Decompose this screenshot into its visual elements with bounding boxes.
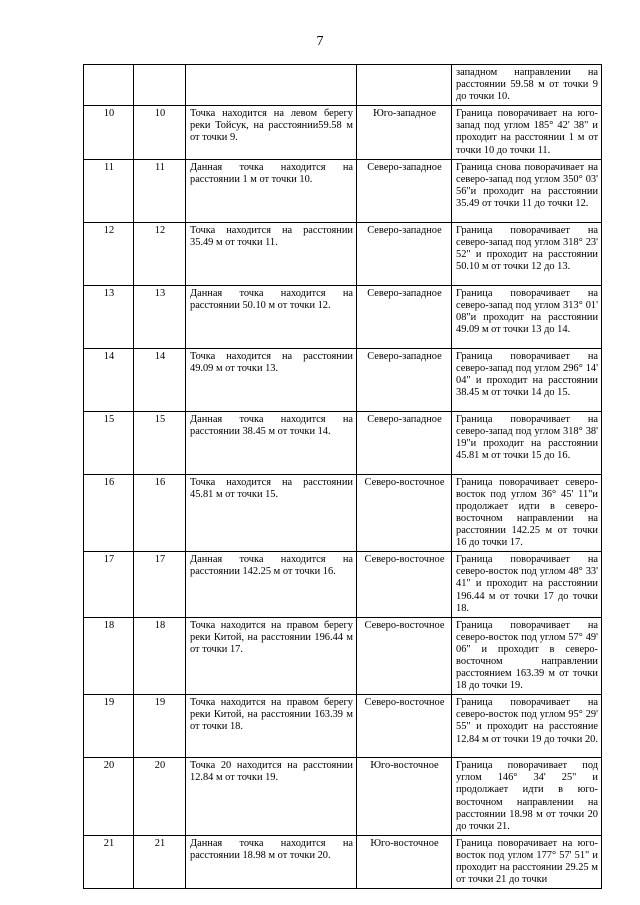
point-number-cell: 14 (84, 348, 134, 411)
table-row (84, 411, 602, 474)
table-row (84, 285, 602, 348)
table-row (84, 106, 602, 159)
boundary-table (83, 64, 602, 889)
direction-cell: Северо-западное (357, 222, 452, 285)
direction-cell: Северо-западное (357, 411, 452, 474)
direction-cell: Юго-восточное (357, 758, 452, 836)
boundary-description-cell: Граница поворачивает под углом 146° 34' 25" и продолжает идти в юго-восточном направлении на расстоянии 18.98 м от точки 20 до точки 21. (452, 758, 602, 836)
location-cell: Данная точка находится на расстоянии 38.45 м от точки 14. (186, 411, 357, 474)
point-number-cell: 17 (84, 552, 134, 617)
point-number-cell: 10 (84, 106, 134, 159)
location-cell: Точка находится на правом берегу реки Китой, на расстоянии 196.44 м от точки 17. (186, 617, 357, 695)
location-cell: Данная точка находится на расстоянии 50.10 м от точки 12. (186, 285, 357, 348)
boundary-description-cell: Граница поворачивает на северо-восток под углом 95° 29' 55" и проходит на расстояние 12.84 м от точки 19 до точки 20. (452, 695, 602, 758)
table-row (84, 159, 602, 222)
point-number-cell: 13 (134, 285, 186, 348)
direction-cell: Юго-западное (357, 106, 452, 159)
table-row (84, 474, 602, 552)
direction-cell (357, 65, 452, 106)
point-number-cell: 16 (84, 474, 134, 552)
direction-cell: Северо-восточное (357, 695, 452, 758)
location-cell: Точка находится на правом берегу реки Китой, на расстоянии 163.39 м от точки 18. (186, 695, 357, 758)
location-cell: Точка находится на расстоянии 49.09 м от точки 13. (186, 348, 357, 411)
point-number-cell: 18 (84, 617, 134, 695)
table-row (84, 222, 602, 285)
location-cell: Данная точка находится на расстоянии 18.98 м от точки 20. (186, 835, 357, 888)
boundary-description-cell: Граница поворачивает на северо-запад под углом 318° 23' 52" и проходит на расстоянии 50.10 м от точки 12 до 13. (452, 222, 602, 285)
direction-cell: Северо-восточное (357, 552, 452, 617)
direction-cell: Северо-восточное (357, 617, 452, 695)
point-number-cell: 20 (84, 758, 134, 836)
point-number-cell: 18 (134, 617, 186, 695)
point-number-cell: 21 (84, 835, 134, 888)
location-cell: Точка 20 находится на расстоянии 12.84 м от точки 19. (186, 758, 357, 836)
location-cell: Точка находится на расстоянии 35.49 м от точки 11. (186, 222, 357, 285)
point-number-cell (134, 65, 186, 106)
point-number-cell: 13 (84, 285, 134, 348)
point-number-cell: 15 (84, 411, 134, 474)
point-number-cell: 21 (134, 835, 186, 888)
point-number-cell: 20 (134, 758, 186, 836)
location-cell (186, 65, 357, 106)
table-row (84, 348, 602, 411)
direction-cell: Северо-западное (357, 348, 452, 411)
point-number-cell: 19 (134, 695, 186, 758)
point-number-cell: 14 (134, 348, 186, 411)
location-cell: Точка находится на расстоянии 45.81 м от точки 15. (186, 474, 357, 552)
point-number-cell: 11 (84, 159, 134, 222)
location-cell: Данная точка находится на расстоянии 142.25 м от точки 16. (186, 552, 357, 617)
location-cell: Точка находится на левом берегу реки Тойсук, на расстоянии59.58 м от точки 9. (186, 106, 357, 159)
point-number-cell: 11 (134, 159, 186, 222)
point-number-cell: 17 (134, 552, 186, 617)
direction-cell: Северо-западное (357, 159, 452, 222)
boundary-description-cell: Граница поворачивает северо-восток под углом 36° 45' 11"и продолжает идти в северо-восточном направлении на расстоянии 142.25 м от точки 16 до точки 17. (452, 474, 602, 552)
point-number-cell (84, 65, 134, 106)
boundary-description-cell: Граница поворачивает на северо-запад под углом 313° 01' 08"и проходит на расстоянии 49.09 м от точки 13 до 14. (452, 285, 602, 348)
point-number-cell: 12 (84, 222, 134, 285)
point-number-cell: 12 (134, 222, 186, 285)
table-row (84, 65, 602, 106)
location-cell: Данная точка находится на расстоянии 1 м от точки 10. (186, 159, 357, 222)
table-row (84, 552, 602, 617)
table-row (84, 617, 602, 695)
boundary-description-cell: Граница поворачивает на юго-восток под углом 177° 57' 51" и проходит на расстоянии 29.25 м от точки 21 до точки (452, 835, 602, 888)
point-number-cell: 16 (134, 474, 186, 552)
boundary-description-cell: западном направлении на расстоянии 59.58 м от точки 9 до точки 10. (452, 65, 602, 106)
boundary-description-cell: Граница поворачивает на северо-запад под углом 318° 38' 19"и проходит на расстоянии 45.81 м от точки 15 до 16. (452, 411, 602, 474)
direction-cell: Северо-восточное (357, 474, 452, 552)
direction-cell: Северо-западное (357, 285, 452, 348)
boundary-description-cell: Граница поворачивает на северо-запад под углом 296° 14' 04" и проходит на расстоянии 38.45 м от точки 14 до 15. (452, 348, 602, 411)
point-number-cell: 19 (84, 695, 134, 758)
table-row (84, 695, 602, 758)
boundary-description-cell: Граница поворачивает на северо-восток под углом 48° 33' 41" и проходит на расстоянии 196.44 м от точки 17 до точки 18. (452, 552, 602, 617)
point-number-cell: 15 (134, 411, 186, 474)
table-row (84, 835, 602, 888)
boundary-description-cell: Граница поворачивает на северо-восток под углом 57° 49' 06" и проходит в северо-восточном направлении расстоянием 163.39 м от точки 18 до точки 19. (452, 617, 602, 695)
boundary-description-cell: Граница снова поворачивает на северо-запад под углом 350° 03' 56"и проходит на расстоянии 35.49 от точки 11 до точки 12. (452, 159, 602, 222)
table-row (84, 758, 602, 836)
boundary-description-cell: Граница поворачивает на юго-запад под углом 185° 42' 38" и проходит на расстоянии 1 м от точки 10 до точки 11. (452, 106, 602, 159)
direction-cell: Юго-восточное (357, 835, 452, 888)
point-number-cell: 10 (134, 106, 186, 159)
page-number: 7 (316, 34, 324, 49)
